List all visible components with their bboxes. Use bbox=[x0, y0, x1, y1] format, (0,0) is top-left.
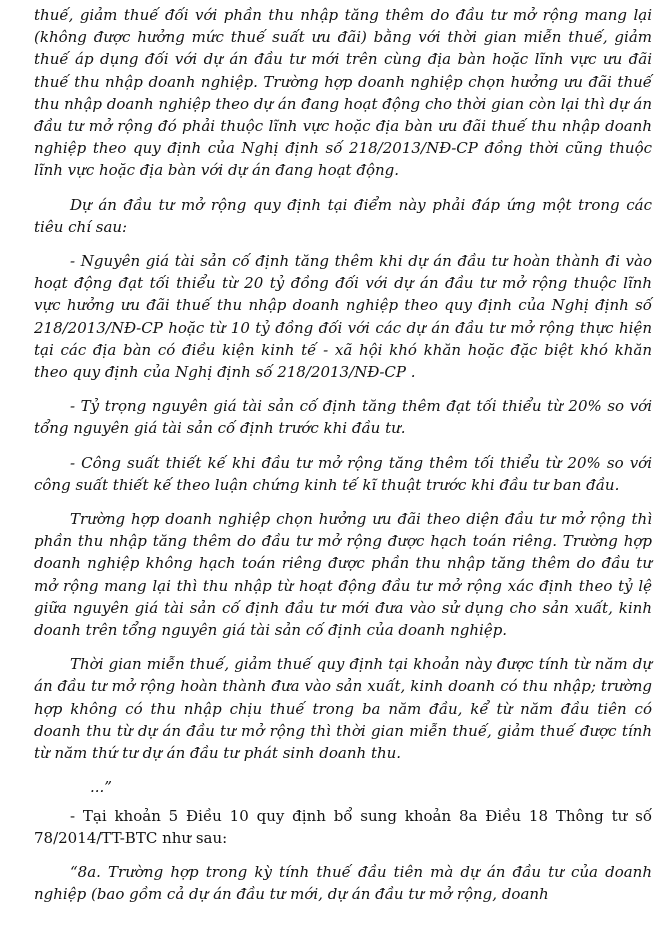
paragraph-criterion-fixed-asset-value: - Nguyên giá tài sản cố định tăng thêm khi dự án đầu tư hoàn thành đi vào hoạt động đạt tối thiểu từ 20 tỷ đồng đối với dự án đầu tư mở rộng thuộc lĩnh vực hưởng ưu đãi thuế thu nhập doanh nghiệp theo quy định của Nghị định số 218/2013/NĐ-CP hoặc từ 10 tỷ đồng đối với các dự án đầu tư mở rộng thực hiện tại các địa bàn có điều kiện kinh tế - xã hội khó khăn hoặc đặc biệt khó khăn theo quy định của Nghị định số 218/2013/NĐ-CP . bbox=[34, 252, 652, 382]
paragraph-expansion-criteria-intro: Dự án đầu tư mở rộng quy định tại điểm này phải đáp ứng một trong các tiêu chí sau: bbox=[34, 195, 652, 236]
ellipsis-quote-end: ...” bbox=[90, 778, 112, 797]
paragraph-criterion-design-capacity: - Công suất thiết kế khi đầu tư mở rộng tăng thêm tối thiểu từ 20% so với công suất thiết kế theo luận chứng kinh tế kĩ thuật trước khi đầu tư ban đầu. bbox=[34, 453, 652, 494]
paragraph-continuation: thuế, giảm thuế đối với phần thu nhập tăng thêm do đầu tư mở rộng mang lại (không được hưởng mức thuế suất ưu đãi) bằng với thời gian miễn thuế, giảm thuế áp dụng đối với dự án đầu tư mới trên cùng địa bàn hoặc lĩnh vực ưu đãi thuế thu nhập doanh nghiệp. Trường hợp doanh nghiệp chọn hưởng ưu đãi thuế thu nhập doanh nghiệp theo dự án đang hoạt động cho thời gian còn lại thì dự án đầu tư mở rộng đó phải thuộc lĩnh vực hoặc địa bàn ưu đãi thuế thu nhập doanh nghiệp theo quy định của Nghị định số 218/2013/NĐ-CP đồng thời cũng thuộc lĩnh vực hoặc địa bàn với dự án đang hoạt động. bbox=[34, 6, 652, 180]
paragraph-separate-accounting: Trường hợp doanh nghiệp chọn hưởng ưu đãi theo diện đầu tư mở rộng thì phần thu nhập tăng thêm do đầu tư mở rộng được hạch toán riêng. Trường hợp doanh nghiệp không hạch toán riêng được phần thu nhập tăng thêm do đầu tư mở rộng mang lại thì thu nhập từ hoạt động đầu tư mở rộng xác định theo tỷ lệ giữa nguyên giá tài sản cố định đầu tư mới đưa vào sử dụng cho sản xuất, kinh doanh trên tổng nguyên giá tài sản cố định của doanh nghiệp. bbox=[34, 510, 652, 640]
paragraph-amendment-reference: - Tại khoản 5 Điều 10 quy định bổ sung khoản 8a Điều 18 Thông tư số 78/2014/TT-BTC như sau: bbox=[34, 806, 652, 847]
paragraph-clause-8a: “8a. Trường hợp trong kỳ tính thuế đầu tiên mà dự án đầu tư của doanh nghiệp (bao gồm cả dự án đầu tư mới, dự án đầu tư mở rộng, doanh bbox=[34, 862, 652, 904]
paragraph-exemption-period: Thời gian miễn thuế, giảm thuế quy định tại khoản này được tính từ năm dự án đầu tư mở rộng hoàn thành đưa vào sản xuất, kinh doanh có thu nhập; trường hợp không có thu nhập chịu thuế trong ba năm đầu, kể từ năm đầu tiên có doanh thu từ dự án đầu tư mở rộng thì thời gian miễn thuế, giảm thuế được tính từ năm thứ tư dự án đầu tư phát sinh doanh thu. bbox=[34, 655, 652, 763]
paragraph-criterion-asset-ratio: - Tỷ trọng nguyên giá tài sản cố định tăng thêm đạt tối thiểu từ 20% so với tổng nguyên giá tài sản cố định trước khi đầu tư. bbox=[34, 397, 652, 438]
